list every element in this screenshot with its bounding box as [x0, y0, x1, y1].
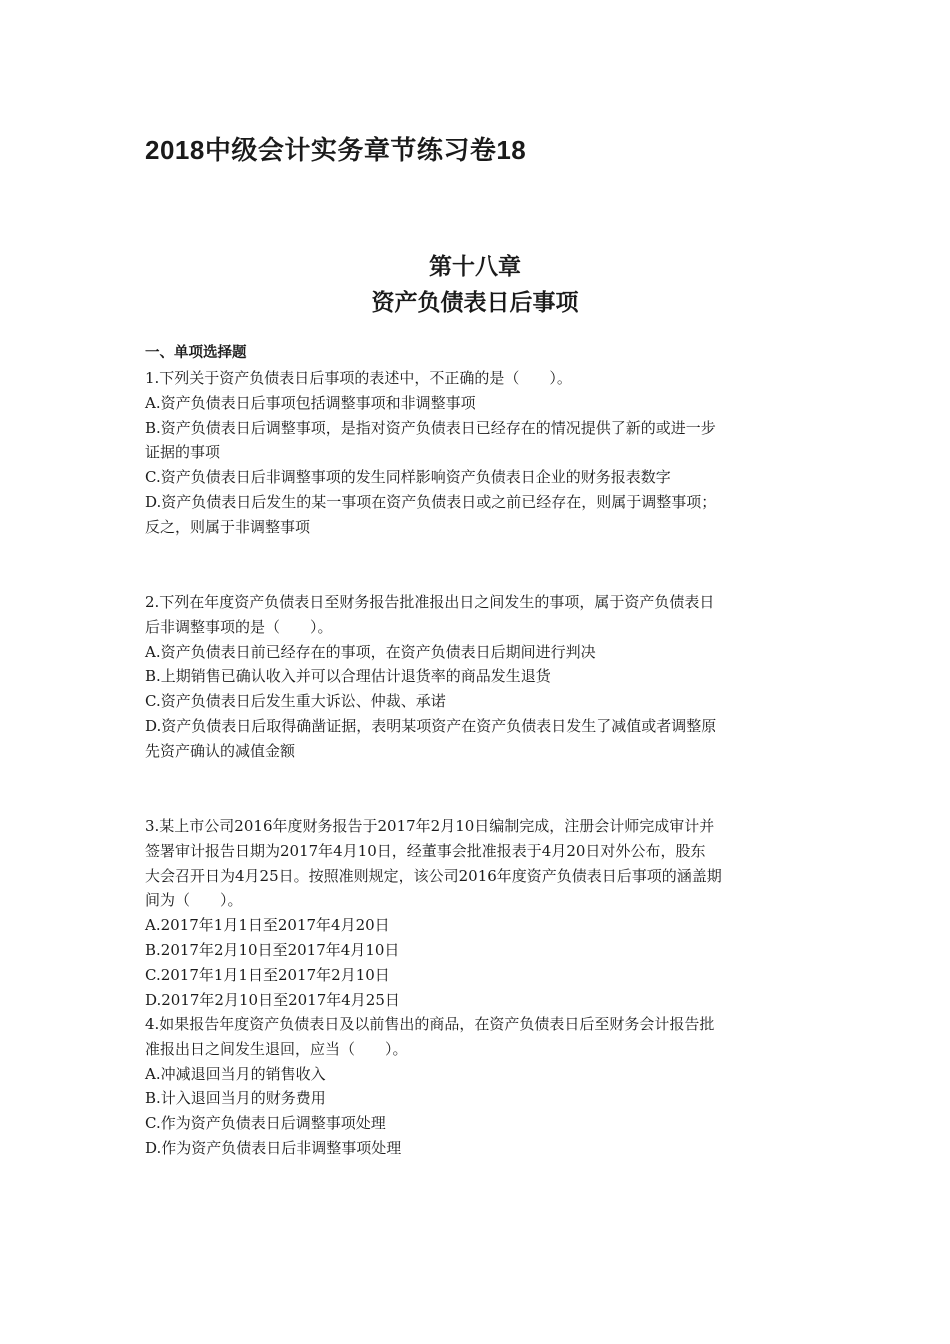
question-3 — [145, 814, 810, 1012]
question-2-stem: 2.下列在年度资产负债表日至财务报告批准报出日之间发生的事项，属于资产负债表日 — [145, 593, 715, 611]
question-2 — [145, 590, 810, 764]
section-heading: 一、单项选择题 — [145, 345, 247, 361]
question-1-option-d-cont: 反之，则属于非调整事项 — [145, 517, 311, 536]
question-1-option-b-cont: 证据的事项 — [145, 443, 221, 462]
question-4 — [145, 1012, 810, 1161]
document-title: 2018中级会计实务章节练习卷18 — [145, 135, 527, 165]
question-4-stem: 4.如果报告年度资产负债表日及以前售出的商品，在资产负债表日后至财务会计报告批 — [145, 1015, 715, 1033]
question-3-stem-cont-2: 大会召开日为4月25日。按照准则规定，该公司2016年度资产负债表日后事项的涵盖期 — [145, 866, 722, 885]
question-1-option-b: B.资产负债表日后调整事项，是指对资产负债表日已经存在的情况提供了新的或进一步 — [145, 418, 716, 437]
question-1-option-a: A.资产负债表日后事项包括调整事项和非调整事项 — [145, 393, 476, 412]
question-3-option-b: B.2017年2月10日至2017年4月10日 — [145, 940, 400, 959]
question-3-option-a: A.2017年1月1日至2017年4月20日 — [145, 916, 390, 935]
question-4-stem-cont: 准报出日之间发生退回，应当（ ）。 — [145, 1039, 408, 1058]
question-2-option-b: B.上期销售已确认收入并可以合理估计退货率的商品发生退货 — [145, 667, 551, 686]
question-1-stem: 1.下列关于资产负债表日后事项的表述中，不正确的是（ ）。 — [145, 369, 572, 387]
question-3-stem-cont-1: 签署审计报告日期为2017年4月10日，经董事会批准报表于4月20日对外公布，股东 — [145, 841, 706, 860]
question-1 — [145, 366, 810, 540]
question-4-option-a: A.冲减退回当月的销售收入 — [145, 1064, 326, 1083]
question-4-option-d: D.作为资产负债表日后非调整事项处理 — [145, 1138, 402, 1157]
question-4-option-c: C.作为资产负债表日后调整事项处理 — [145, 1114, 386, 1133]
question-3-stem: 3.某上市公司2016年度财务报告于2017年2月10日编制完成，注册会计师完成审计并 — [145, 817, 715, 835]
chapter-name: 资产负债表日后事项 — [371, 290, 579, 316]
question-3-option-d: D.2017年2月10日至2017年4月25日 — [145, 990, 400, 1009]
question-1-option-c: C.资产负债表日后非调整事项的发生同样影响资产负债表日企业的财务报表数字 — [145, 468, 671, 487]
question-3-option-c: C.2017年1月1日至2017年2月10日 — [145, 965, 390, 984]
question-3-stem-cont-3: 间为（ ）。 — [145, 891, 243, 910]
question-2-stem-cont: 后非调整事项的是（ ）。 — [145, 617, 333, 636]
question-4-option-b: B.计入退回当月的财务费用 — [145, 1089, 326, 1108]
question-2-option-d: D.资产负债表日后取得确凿证据，表明某项资产在资产负债表日发生了减值或者调整原 — [145, 716, 717, 735]
question-1-option-d: D.资产负债表日后发生的某一事项在资产负债表日或之前已经存在，则属于调整事项； — [145, 492, 717, 511]
chapter-number: 第十八章 — [429, 254, 521, 280]
question-2-option-a: A.资产负债表日前已经存在的事项，在资产负债表日后期间进行判决 — [145, 642, 596, 661]
question-2-option-d-cont: 先资产确认的减值金额 — [145, 741, 296, 760]
question-2-option-c: C.资产负债表日后发生重大诉讼、仲裁、承诺 — [145, 692, 446, 711]
